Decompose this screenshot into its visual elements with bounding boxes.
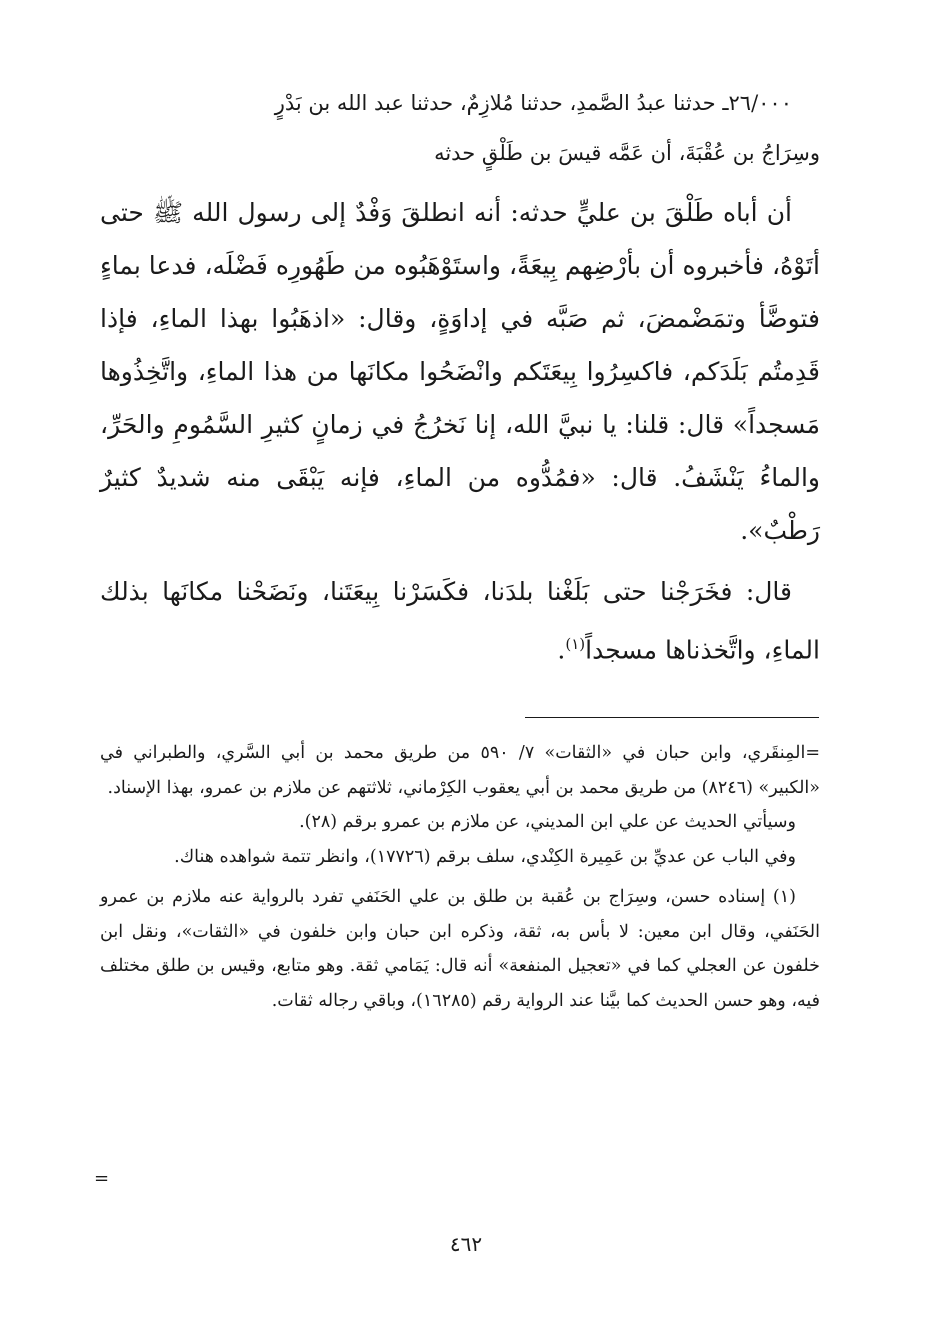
footnote-continuation-1: =المِنقَري، وابن حبان في «الثقات» ٧/ ٥٩٠ من طريق محمد بن أبي السَّري، والطبراني في «الكبير» (٨٢٤٦) من طريق محمد بن أبي يعقوب الكِرْماني، ثلاثتهم عن ملازم بن عمرو، بهذا الإسناد. [100, 743, 820, 798]
matn-paragraph-2 [100, 565, 820, 676]
hadith-number: ٢٦/٠٠٠ـ [722, 91, 792, 115]
footnote-continuation-2: وسيأتي الحديث عن علي ابن المديني، عن ملازم بن عمرو برقم (٢٨). [299, 812, 796, 832]
matn-paragraph-1: أن أباه طَلْقَ بن عليٍّ حدثه: أنه انطلقَ وَفْدٌ إلى رسول الله ﷺ حتى أتَوْهُ، فأخبروه أن بأرْضِهم بِيعَةً، واستَوْهَبُوه من طَهُورِه فَضْلَه، فدعا بماءٍ فتوضَّأ وتمَضْمضَ، ثم صَبَّه في إداوَةٍ، وقال: «اذهَبُوا بهذا الماءِ، فإذا قَدِمتُم بَلَدَكم، فاكسِرُوا بِيعَتَكم وانْضَحُوا مكانَها من هذا الماءِ، واتَّخِذُوها مَسجداً» قال: قلنا: يا نبيَّ الله، إنا نَخرُجُ في زمانٍ كثيرِ السَّمُومِ والحَرِّ، والماءُ يَنْشَفُ. قال: «فمُدُّوه من الماءِ، فإنه يَبْقَى منه شديدٌ كثيرٌ رَطْبٌ». [100, 198, 820, 545]
hadith-isnad [100, 78, 820, 178]
isnad-text-1: حدثنا عبدُ الصَّمدِ، حدثنا مُلازِمٌ، حدثنا عبد الله بن بَدْرٍ [274, 91, 716, 115]
footnote-reference: (١) [565, 635, 586, 653]
footnote-separator [525, 717, 819, 718]
isnad-line-1 [100, 78, 820, 128]
footnote-continuation-3: وفي الباب عن عديِّ بن عَمِيرة الكِنْدي، سلف برقم (١٧٧٢٦)، وانظر تتمة شواهده هناك. [174, 846, 796, 867]
matn-paragraph-2-text: قال: فخَرَجْنا حتى بَلَغْنا بلدَنا، فكَسَرْنا بِيعَتَنا، ونَضَحْنا مكانَها بذلك الماءِ، واتَّخذناها مسجداً [100, 577, 820, 665]
matn-paragraph-2-end: . [557, 635, 566, 665]
footnotes [100, 736, 820, 1018]
footnote-1: (١) إسناده حسن، وسِرَاج بن عُقبة بن طلق بن علي الحَنَفي تفرد بالرواية عنه ملازم بن عمرو الحَنَفي، وقال ابن معين: لا بأس به، ثقة، وذكره ابن حبان وابن خلفون في «الثقات»، ونقل ابن خلفون عن العجلي كما في «تعجيل المنفعة» أنه قال: يَمَامي ثقة. وهو متابع، وقيس بن طلق مختلف فيه، وهو حسن الحديث كما بيَّنا عند الرواية رقم (١٦٢٨٥)، وباقي رجاله ثقات. [100, 887, 820, 1011]
isnad-line-2: وسِرَاجُ بن عُقْبَةَ، أن عَمَّه قيسَ بن طَلْقٍ حدثه [434, 141, 820, 165]
hadith-matn [100, 186, 820, 676]
page-number: ٤٦٢ [449, 1232, 483, 1256]
continuation-mark: = [94, 1168, 110, 1189]
